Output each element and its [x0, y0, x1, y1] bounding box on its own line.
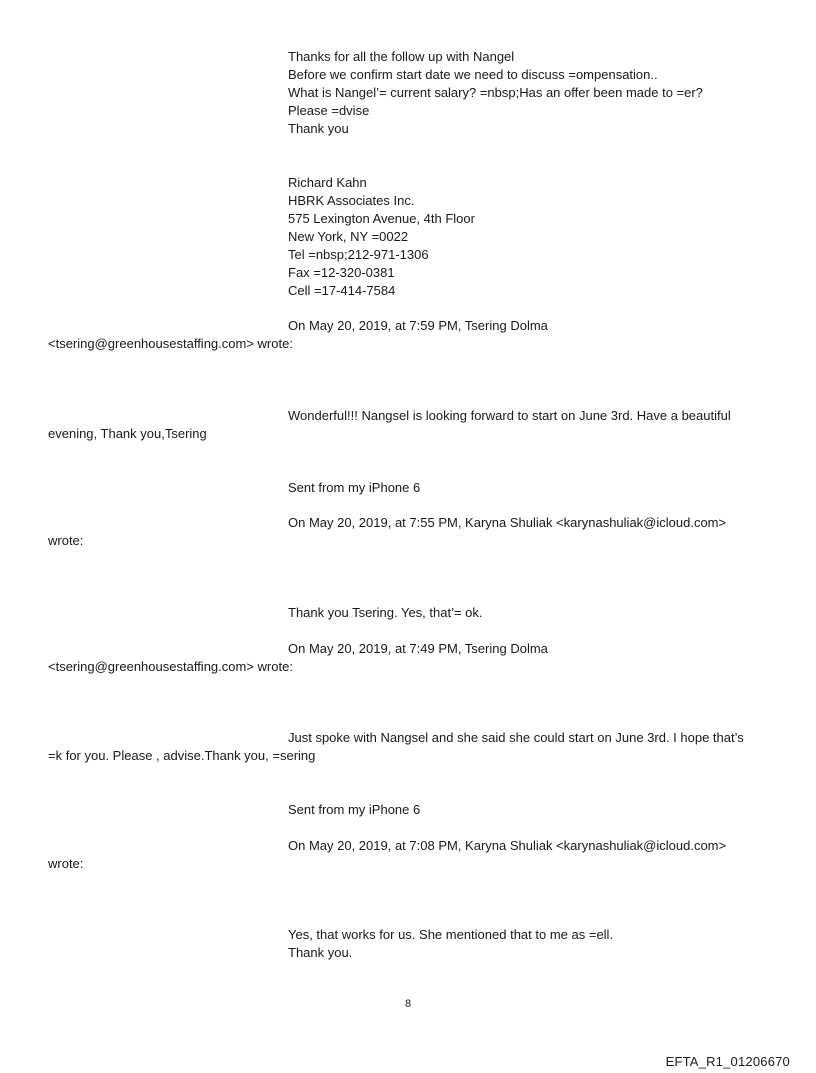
bates-number: EFTA_R1_01206670 — [665, 1054, 790, 1069]
message-line: Thank you. — [288, 945, 353, 960]
message-line: Thank you — [288, 121, 349, 136]
reply-header: On May 20, 2019, at 7:59 PM, Tsering Dolma — [288, 318, 548, 333]
message-line: What is Nangel’= current salary? =nbsp;Has an offer been made to =er? — [288, 85, 703, 100]
signature-fax: Fax =12-320-0381 — [288, 265, 395, 280]
reply-header: On May 20, 2019, at 7:49 PM, Tsering Dolma — [288, 641, 548, 656]
sent-from-line: Sent from my iPhone 6 — [288, 480, 421, 495]
signature-city: New York, NY =0022 — [288, 229, 409, 244]
message-line: Thanks for all the follow up with Nangel — [288, 49, 515, 64]
reply-header: <tsering@greenhousestaffing.com> wrote: — [48, 659, 293, 674]
message-line: Thank you Tsering. Yes, that’= ok. — [288, 605, 483, 620]
signature-cell: Cell =17-414-7584 — [288, 283, 396, 298]
message-line: evening, Thank you,Tsering — [48, 426, 207, 441]
message-line: Please =dvise — [288, 103, 370, 118]
reply-header: wrote: — [48, 533, 84, 548]
sent-from-line: Sent from my iPhone 6 — [288, 802, 421, 817]
signature-tel: Tel =nbsp;212-971-1306 — [288, 247, 429, 262]
message-line: Before we confirm start date we need to discuss =ompensation.. — [288, 67, 658, 82]
message-line: Yes, that works for us. She mentioned that to me as =ell. — [288, 927, 614, 942]
reply-header: On May 20, 2019, at 7:55 PM, Karyna Shuliak <karynashuliak@icloud.com> — [288, 515, 727, 530]
reply-header: On May 20, 2019, at 7:08 PM, Karyna Shuliak <karynashuliak@icloud.com> — [288, 838, 727, 853]
signature-name: Richard Kahn — [288, 175, 367, 190]
reply-header: <tsering@greenhousestaffing.com> wrote: — [48, 336, 293, 351]
message-line: =k for you. Please , advise.Thank you, =sering — [48, 748, 316, 763]
signature-address: 575 Lexington Avenue, 4th Floor — [288, 211, 475, 226]
signature-company: HBRK Associates Inc. — [288, 193, 415, 208]
message-line: Wonderful!!! Nangsel is looking forward to start on June 3rd. Have a beautiful — [288, 408, 731, 423]
page-number: 8 — [404, 998, 412, 1010]
reply-header: wrote: — [48, 856, 84, 871]
message-line: Just spoke with Nangsel and she said she could start on June 3rd. I hope that’s — [288, 730, 744, 745]
